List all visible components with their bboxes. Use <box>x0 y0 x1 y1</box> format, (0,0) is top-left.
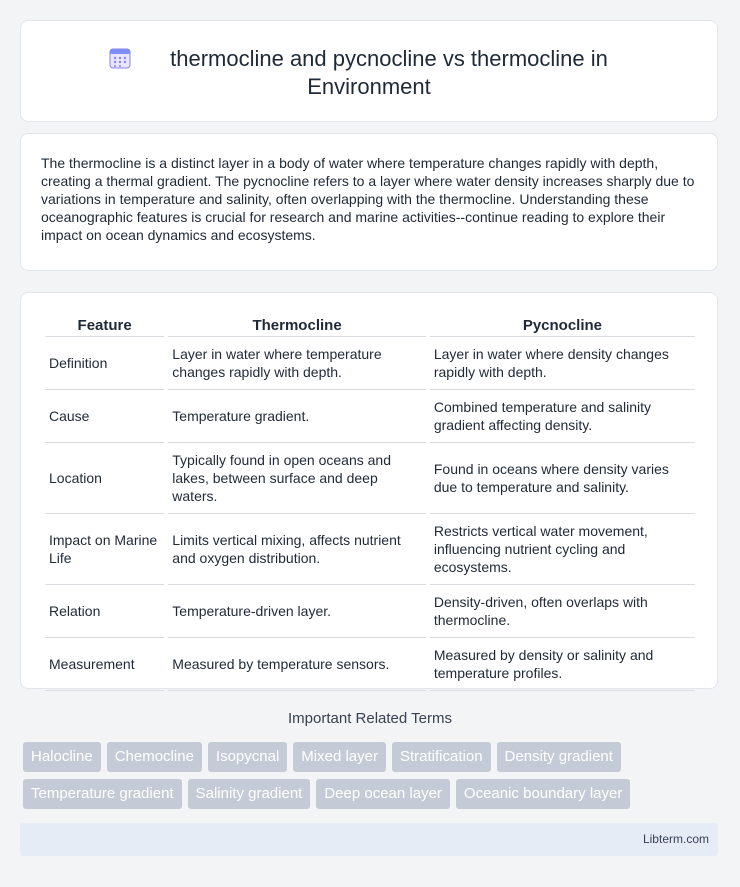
related-term-tag[interactable]: Salinity gradient <box>188 779 311 809</box>
related-term-tag[interactable]: Temperature gradient <box>23 779 182 809</box>
table-cell: Measurement <box>45 638 164 691</box>
related-term-tag[interactable]: Stratification <box>392 742 491 772</box>
table-cell: Measured by temperature sensors. <box>168 638 426 691</box>
footer <box>20 823 718 856</box>
table-cell: Temperature-driven layer. <box>168 585 426 638</box>
table-row <box>45 638 695 691</box>
table-cell: Location <box>45 443 164 514</box>
table-cell: Layer in water where temperature changes rapidly with depth. <box>168 337 426 390</box>
table-cell: Definition <box>45 337 164 390</box>
table-row <box>45 514 695 585</box>
related-term-tag[interactable]: Mixed layer <box>293 742 386 772</box>
table-cell: Relation <box>45 585 164 638</box>
table-cell: Temperature gradient. <box>168 390 426 443</box>
header-pycnocline: Pycnocline <box>430 315 695 337</box>
table-cell: Combined temperature and salinity gradient affecting density. <box>430 390 695 443</box>
related-term-tag[interactable]: Deep ocean layer <box>316 779 450 809</box>
table-row <box>45 585 695 638</box>
table-header-row <box>45 315 695 337</box>
table-cell: Found in oceans where density varies due to temperature and salinity. <box>430 443 695 514</box>
table-cell: Impact on Marine Life <box>45 514 164 585</box>
table-cell: Limits vertical mixing, affects nutrient and oxygen distribution. <box>168 514 426 585</box>
table-cell: Restricts vertical water movement, influencing nutrient cycling and ecosystems. <box>430 514 695 585</box>
page-title-line2: Environment <box>307 74 431 99</box>
page-title-line1: thermocline and pycnocline vs thermocline in <box>170 46 608 71</box>
page-title <box>21 45 717 101</box>
table-cell: Density-driven, often overlaps with thermocline. <box>430 585 695 638</box>
intro-paragraph: The thermocline is a distinct layer in a body of water where temperature changes rapidly with depth, creating a thermal gradient. The pycnocline refers to a layer where water density increases sharply due to variations in temperature and salinity, often overlapping with the thermocline. Understanding these oceanographic features is crucial for research and marine activities--continue reading to explore their impact on ocean dynamics and ecosystems. <box>41 155 695 243</box>
table-cell: Measured by density or salinity and temperature profiles. <box>430 638 695 691</box>
header-feature: Feature <box>45 315 164 337</box>
table-row <box>45 390 695 443</box>
footer-site-link[interactable]: Libterm.com <box>642 832 709 846</box>
related-term-tag[interactable]: Chemocline <box>107 742 202 772</box>
table-cell: Typically found in open oceans and lakes, between surface and deep waters. <box>168 443 426 514</box>
related-term-tag[interactable]: Oceanic boundary layer <box>456 779 630 809</box>
related-terms-list <box>23 742 723 809</box>
header-thermocline: Thermocline <box>168 315 426 337</box>
related-term-tag[interactable]: Isopycnal <box>208 742 287 772</box>
related-term-tag[interactable]: Density gradient <box>497 742 621 772</box>
intro-card <box>20 133 718 271</box>
table-cell: Layer in water where density changes rapidly with depth. <box>430 337 695 390</box>
table-row <box>45 443 695 514</box>
related-term-tag[interactable]: Halocline <box>23 742 101 772</box>
table-cell: Cause <box>45 390 164 443</box>
title-card <box>20 20 718 122</box>
comparison-table <box>41 315 699 691</box>
comparison-card <box>20 292 718 689</box>
table-row <box>45 337 695 390</box>
related-terms-title: Important Related Terms <box>288 710 452 727</box>
